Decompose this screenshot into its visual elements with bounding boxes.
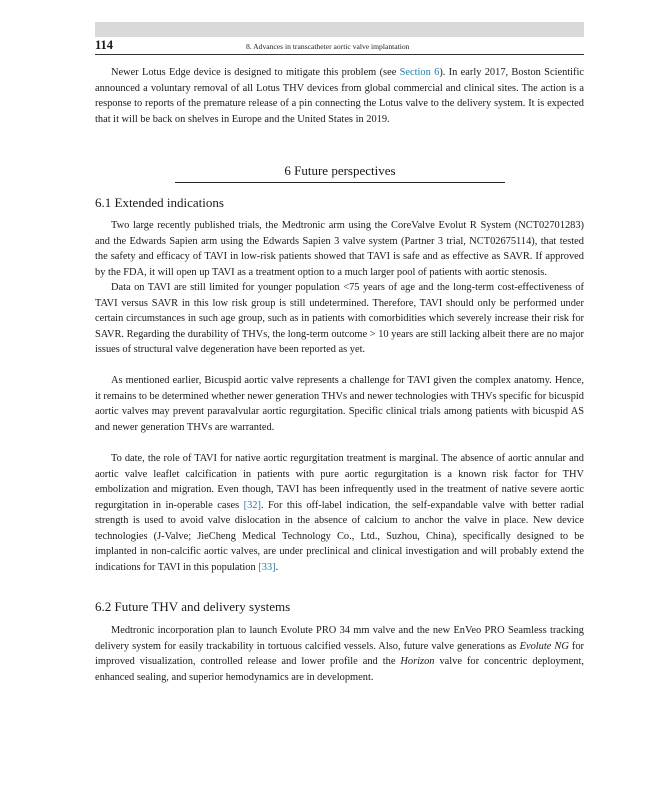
reference-32-link[interactable]: [32] bbox=[243, 499, 261, 511]
subsection-title-extended-indications: 6.1 Extended indications bbox=[95, 195, 224, 210]
paragraph-younger-population: Data on TAVI are still limited for younger population <75 years of age and the long-term cost-effectiveness of TAVI versus SAVR in this low risk group is still undetermined. Therefore, TAVI should only be performed under certain circumstances in such age group, such as in patients with comorbidities which severely increase their risk for SAVR. Regarding the durability of THVs, the long-term outcome > 10 years are still lacking albeit there are no major issues of structural valve degeneration have been reported as yet. bbox=[95, 282, 584, 355]
header-rule bbox=[95, 54, 584, 55]
section-title: 6 Future perspectives bbox=[284, 163, 396, 178]
regurgitation-text-a: To date, the role of TAVI for native aortic regurgitation treatment is marginal. The absence of aortic annular and aortic valve leaflet calcification in patients with pure aortic regurgitation is a known risk factor for THV embolization and migration. Even though, TAVI has been infrequently used in the treatment of native severe aortic regurgitation in in-operable cases bbox=[95, 453, 584, 511]
paragraph-aortic-regurgitation bbox=[95, 451, 584, 575]
subsection-title-future-thv: 6.2 Future THV and delivery systems bbox=[95, 599, 291, 614]
paragraph-bicuspid-valve: As mentioned earlier, Bicuspid aortic valve represents a challenge for TAVI given the complex anatomy. Hence, it remains to be determined whether newer generation THVs and newer technologies with THVs specific for bicuspid aortic valves may prevent paravalvular aortic regurgitation. Specific clinical trials among patients with bicuspid AS and newer generation THVs are warranted. bbox=[95, 375, 584, 433]
regurgitation-text-b: . For this off-label indication, the self-expandable valve with better radial strength is used to avoid valve dislocation in the absence of calcium to anchor the valve in place. New device technologies (J-Valve; JieCheng Medical Technology Co., Ltd., Suzhou, China), specifically designed to be implanted in non-calcific aortic valves, are under preclinical and clinical investigation and will probably extend the indications for TAVI in this population bbox=[95, 499, 585, 573]
horizon-term: Horizon bbox=[400, 656, 435, 667]
intro-text-b: ). In early 2017, Boston Scientific announced a voluntary removal of all Lotus THV devices from global commercial and clinical sites. The action is a response to reports of the premature release of a pin connecting the Lotus valve to the delivery system. It is expected that it will be back on shelves in Europe and the United States in 2019. bbox=[95, 67, 584, 125]
intro-text-a: Newer Lotus Edge device is designed to mitigate this problem (see bbox=[111, 67, 400, 78]
reference-33-link[interactable]: [33] bbox=[258, 561, 276, 573]
intro-paragraph bbox=[95, 65, 584, 127]
future-text-a: Medtronic incorporation plan to launch Evolute PRO 34 mm valve and the new EnVeo PRO Seamless tracking delivery system for easily trackability in tortuous calcified vessels. Also, future valve generations as bbox=[95, 625, 584, 652]
section-6-link[interactable]: Section 6 bbox=[399, 67, 440, 78]
header-band bbox=[95, 22, 584, 37]
running-title: 8. Advances in transcatheter aortic valve implantation bbox=[246, 42, 410, 51]
future-text-c: valve for concentric deployment, enhanced sealing, and superior hemodynamics are in development. bbox=[95, 656, 584, 683]
page-number: 114 bbox=[95, 38, 114, 52]
evolute-ng-term: Evolute NG bbox=[519, 640, 569, 652]
paragraph-low-risk-trials: Two large recently published trials, the Medtronic arm using the CoreValve Evolut R System (NCT02701283) and the Edwards Sapien arm using the Edwards Sapien 3 valve system (Partner 3 trial, NCT02675114), that tested the safety and efficacy of TAVI in low-risk patients showed that TAVI is safe and as effective as SAVR. If approved by the FDA, it will open up TAVI as a treatment option to a much larger pool of patients with aortic stenosis. bbox=[95, 220, 584, 278]
regurgitation-text-end: . bbox=[275, 561, 279, 573]
future-text-b: for improved visualization, controlled release and lower profile and the bbox=[95, 640, 584, 667]
section-rule bbox=[175, 182, 505, 183]
paragraph-future-thv bbox=[95, 623, 584, 685]
